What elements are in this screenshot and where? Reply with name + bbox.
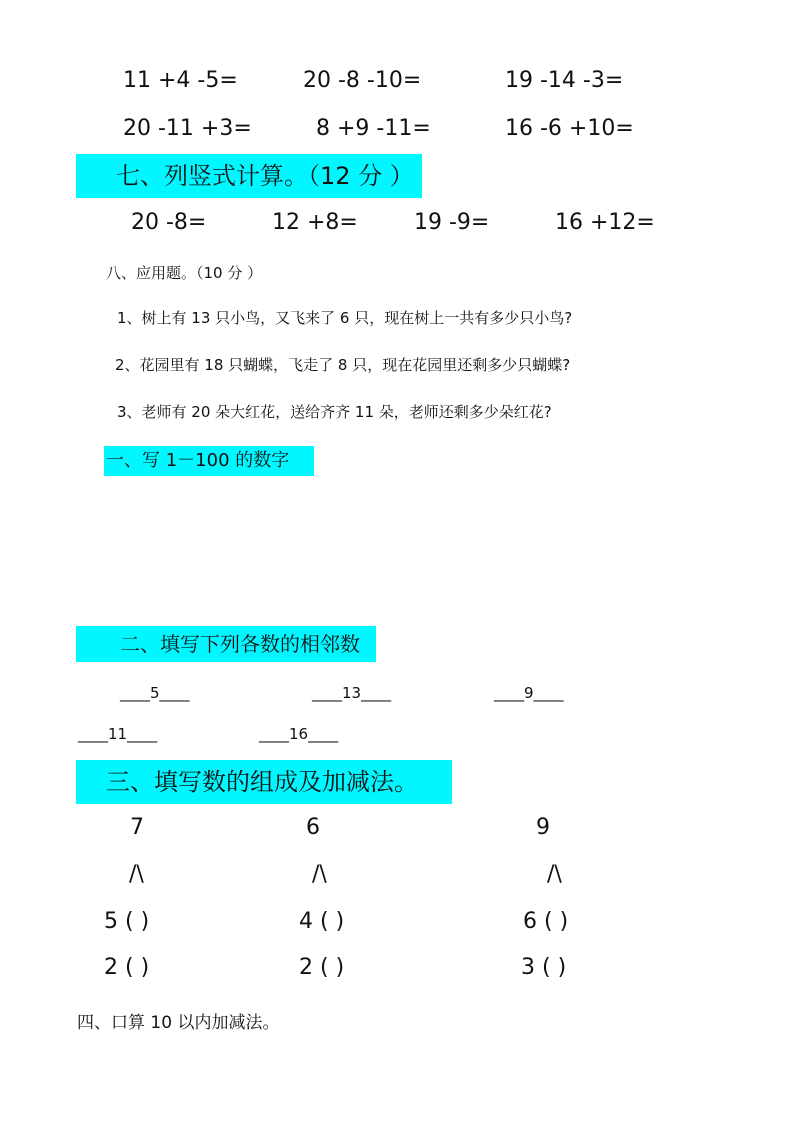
section-3-heading: 三、填写数的组成及加减法。 [76,760,452,804]
neighbor-blank: ____5____ [120,684,190,702]
vertical-calc-problem: 20 -8= [131,210,207,235]
neighbor-blank: ____13____ [312,684,392,702]
math-expression: 16 -6 +10= [505,116,634,141]
math-expression: 20 -11 +3= [123,116,252,141]
neighbor-blank: ____11____ [78,725,158,743]
composition-part: 5 ( ) [104,909,150,934]
word-problem: 2、花园里有 18 只蝴蝶，飞走了 8 只，现在花园里还剩多少只蝴蝶? [115,356,571,374]
word-problem: 1、树上有 13 只小鸟，又飞来了 6 只，现在树上一共有多少只小鸟? [117,309,573,327]
composition-part: 4 ( ) [299,909,345,934]
composition-branch: /\ [547,862,562,887]
math-expression: 19 -14 -3= [505,68,624,93]
composition-top: 6 [306,815,320,840]
section-2-heading: 二、填写下列各数的相邻数 [76,626,376,662]
vertical-calc-problem: 16 +12= [555,210,655,235]
composition-part: 6 ( ) [523,909,569,934]
vertical-calc-problem: 12 +8= [272,210,358,235]
section-1-heading: 一、写 1－100 的数字 [104,446,314,476]
composition-part: 2 ( ) [104,955,150,980]
section-7-heading: 七、列竖式计算。（12 分 ） [76,154,422,198]
vertical-calc-problem: 19 -9= [414,210,490,235]
composition-top: 7 [130,815,144,840]
word-problem: 3、老师有 20 朵大红花，送给齐齐 11 朵，老师还剩多少朵红花? [117,403,552,421]
section-8-heading: 八、应用题。（10 分 ） [106,264,263,282]
composition-top: 9 [536,815,550,840]
composition-branch: /\ [312,862,327,887]
composition-branch: /\ [129,862,144,887]
math-expression: 11 +4 -5= [123,68,238,93]
composition-part: 3 ( ) [521,955,567,980]
section-4-heading: 四、口算 10 以内加减法。 [77,1013,280,1033]
neighbor-blank: ____9____ [494,684,564,702]
neighbor-blank: ____16____ [259,725,339,743]
composition-part: 2 ( ) [299,955,345,980]
math-expression: 8 +9 -11= [316,116,431,141]
math-expression: 20 -8 -10= [303,68,422,93]
